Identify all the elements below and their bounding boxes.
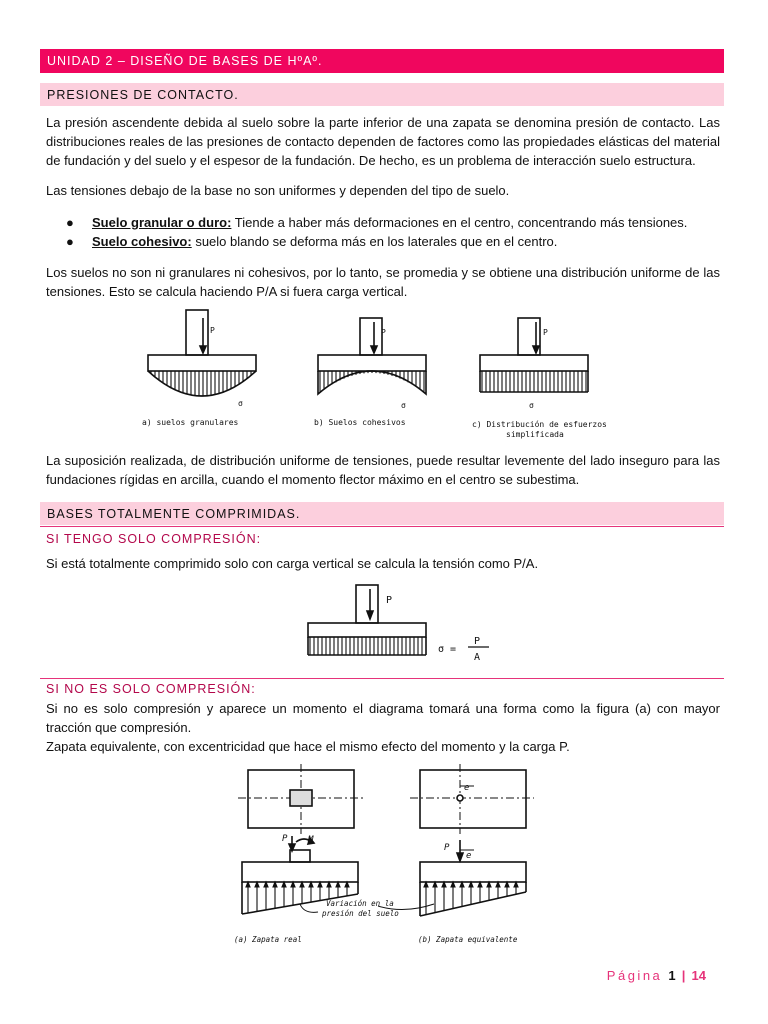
- paragraph-momento: Si no es solo compresión y aparece un momento el diagrama tomará una forma como la figura (a) con mayor tracción que compresión.: [46, 701, 720, 735]
- paragraph-zapata-equivalente: Zapata equivalente, con excentricidad que hace el mismo efecto del momento y la carga P.: [46, 739, 570, 754]
- load-label-p-b: P: [444, 843, 450, 853]
- page-total: 14: [691, 968, 706, 983]
- fraction-numerator: P: [474, 636, 481, 647]
- variation-note-line2: presión del suelo: [322, 909, 399, 918]
- moment-label-m: M: [308, 835, 314, 845]
- fraction-denominator: A: [474, 652, 481, 663]
- bullet-dot: ●: [66, 234, 74, 249]
- bullet-granular: [66, 213, 687, 232]
- eccentricity-label-section: e: [466, 851, 472, 861]
- load-label-a: P: [210, 326, 215, 335]
- uniform-compression-figure: [306, 583, 540, 663]
- paragraph-uniforme: Los suelos no son ni granulares ni cohesivos, por lo tanto, se promedia y se obtiene una distribución uniforme de las tensiones. Esto se calcula haciendo P/A si fuera carga vertical.: [46, 265, 720, 299]
- divider-line: [40, 678, 724, 679]
- page-separator: |: [681, 968, 686, 983]
- sigma-label-c: σ: [529, 401, 534, 410]
- load-label-p-a: P: [282, 834, 288, 844]
- section-title-bases: BASES TOTALMENTE COMPRIMIDAS.: [40, 502, 724, 525]
- subheading-solo-compresion: SI TENGO SOLO COMPRESIÓN:: [46, 532, 262, 546]
- page-number: 1: [668, 968, 676, 983]
- caption-c-line2: simplificada: [506, 430, 564, 439]
- bullet-text: Tiende a haber más deformaciones en el centro, concentrando más tensiones.: [231, 215, 688, 230]
- eccentric-footing-figure: [234, 764, 534, 950]
- bullet-text: suelo blando se deforma más en los laterales que en el centro.: [191, 234, 558, 249]
- caption-a: a) suelos granulares: [142, 418, 239, 427]
- caption-zapata-real: (a) Zapata real: [234, 935, 302, 944]
- sigma-label-a: σ: [238, 399, 243, 408]
- paragraph-solo-compresion: Si está totalmente comprimido solo con carga vertical se calcula la tensión como P/A.: [46, 556, 539, 571]
- contact-pressure-figure: [136, 308, 626, 443]
- variation-note-line1: Variación en la: [326, 899, 394, 908]
- subheading-no-solo-compresion: SI NO ES SOLO COMPRESIÓN:: [46, 682, 256, 696]
- page-footer: [607, 968, 706, 983]
- divider-line: [40, 526, 724, 527]
- diagram-granular: [148, 310, 256, 396]
- sigma-equation: σ =: [438, 644, 457, 655]
- paragraph-suposicion: La suposición realizada, de distribución uniforme de tensiones, puede resultar levemente del lado inseguro para las fundaciones rígidas en arcilla, cuando el momento flector máximo en el centro se subestima.: [46, 453, 720, 487]
- load-label: P: [386, 595, 393, 606]
- paragraph-tensiones: Las tensiones debajo de la base no son uniformes y dependen del tipo de suelo.: [46, 183, 510, 198]
- diagram-uniforme: [480, 318, 588, 392]
- load-label-c: P: [543, 328, 548, 337]
- section-title-presiones: PRESIONES DE CONTACTO.: [40, 83, 724, 106]
- caption-c-line1: c) Distribución de esfuerzos: [472, 420, 607, 429]
- bullet-dot: ●: [66, 215, 74, 230]
- unit-title: UNIDAD 2 – DISEÑO DE BASES DE HºAº.: [40, 49, 724, 73]
- bullet-term: Suelo granular o duro:: [92, 215, 232, 230]
- bullet-cohesivo: [66, 232, 557, 251]
- eccentricity-label-plan: e: [464, 783, 470, 793]
- paragraph-intro: La presión ascendente debida al suelo sobre la parte inferior de una zapata se denomina presión de contacto. Las distribuciones reales de las presiones de contacto dependen de factores como las propiedades elásticas del material de fundación y del suelo y el espesor de la fundación. De hecho, es un problema de interacción suelo estructura.: [46, 115, 720, 168]
- page-word: Página: [606, 968, 663, 983]
- diagram-cohesivo: [318, 318, 426, 394]
- caption-zapata-equivalente: (b) Zapata equivalente: [418, 935, 518, 944]
- sigma-label-b: σ: [401, 401, 406, 410]
- caption-b: b) Suelos cohesivos: [314, 418, 406, 427]
- load-label-b: P: [381, 328, 386, 337]
- bullet-term: Suelo cohesivo:: [92, 234, 192, 249]
